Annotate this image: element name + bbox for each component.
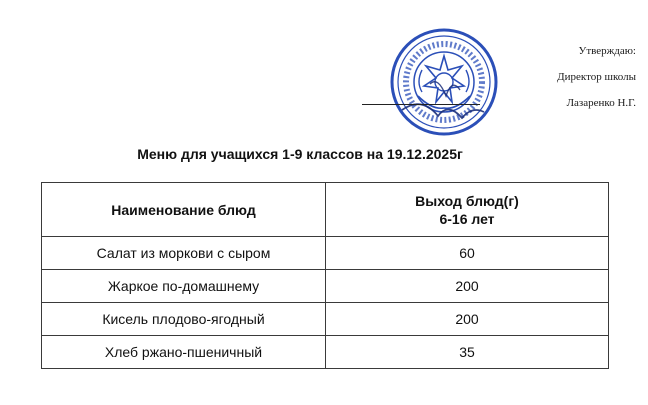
dish-name: Кисель плодово-ягодный [42, 303, 326, 336]
table-row [42, 237, 609, 270]
dish-yield: 35 [326, 336, 609, 369]
dish-yield: 200 [326, 303, 609, 336]
header-yield [326, 183, 609, 237]
dish-yield: 60 [326, 237, 609, 270]
table-row [42, 303, 609, 336]
table-header-row [42, 183, 609, 237]
table-row [42, 336, 609, 369]
director-position: Директор школы [557, 71, 636, 83]
menu-table [41, 182, 609, 369]
header-yield-line2: 6-16 лет [439, 210, 495, 227]
header-dish-name: Наименование блюд [42, 183, 326, 237]
director-name: Лазаренко Н.Г. [566, 97, 636, 109]
dish-name: Салат из моркови с сыром [42, 237, 326, 270]
dish-name: Жаркое по-домашнему [42, 270, 326, 303]
approval-block [476, 38, 636, 116]
page-title: Меню для учащихся 1-9 классов на 19.12.2025г [137, 146, 463, 162]
dish-yield: 200 [326, 270, 609, 303]
table-row [42, 270, 609, 303]
signature-line [362, 104, 480, 105]
approve-label: Утверждаю: [578, 45, 636, 57]
header-yield-line1: Выход блюд(г) [415, 192, 519, 209]
dish-name: Хлеб ржано-пшеничный [42, 336, 326, 369]
